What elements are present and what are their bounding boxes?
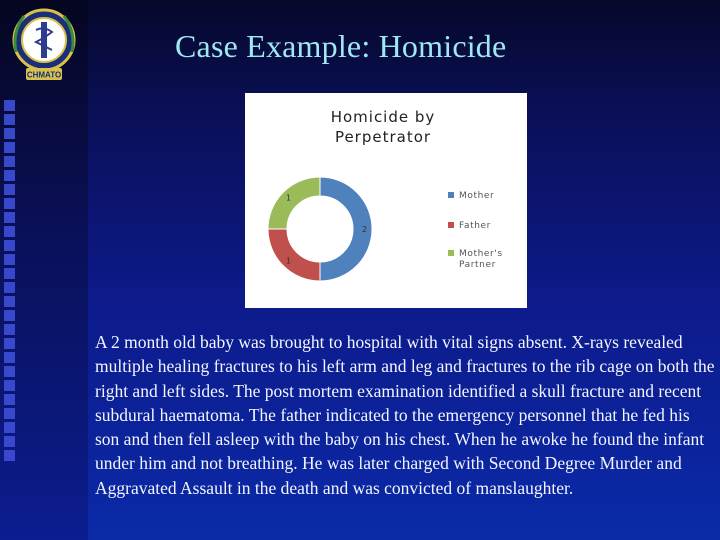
legend-label: Mother [459, 191, 495, 201]
slide-title: Case Example: Homicide [175, 28, 507, 64]
chart-title-line: Perpetrator [334, 128, 432, 146]
legend-swatch [448, 250, 454, 256]
homicide-doughnut-chart [245, 93, 527, 308]
slice-data-label: 1 [285, 193, 292, 203]
doughnut-slice [268, 229, 320, 281]
organization-logo [2, 2, 86, 86]
decorative-squares [4, 100, 20, 461]
slice-data-label: 2 [361, 225, 368, 234]
legend-label: Partner [459, 260, 496, 270]
legend-label: Mother's [459, 249, 503, 259]
legend-swatch [448, 192, 454, 198]
chart-title-line: Homicide by [330, 108, 436, 126]
doughnut-slice [268, 177, 320, 229]
legend-label: Father [459, 221, 491, 231]
chart-card [245, 93, 527, 308]
slice-data-label: 1 [285, 256, 292, 266]
left-decorative-strip [0, 0, 88, 540]
logo-text: CHMATO [26, 70, 62, 80]
case-description: A 2 month old baby was brought to hospital with vital signs absent. X-rays revealed multiple healing fractures to his left arm and leg and fractures to the rib cage on both the right and left sides. The post mortem examination identified a skull fracture and recent subdural haematoma. The father indicated to the emergency personnel that he fed his son and then fell asleep with the baby on his chest. When he awoke he found the infant under him and not breathing. He was later charged with Second Degree Murder and Aggravated Assault in the death and was convicted of manslaughter. [95, 332, 715, 498]
legend-swatch [448, 222, 454, 228]
